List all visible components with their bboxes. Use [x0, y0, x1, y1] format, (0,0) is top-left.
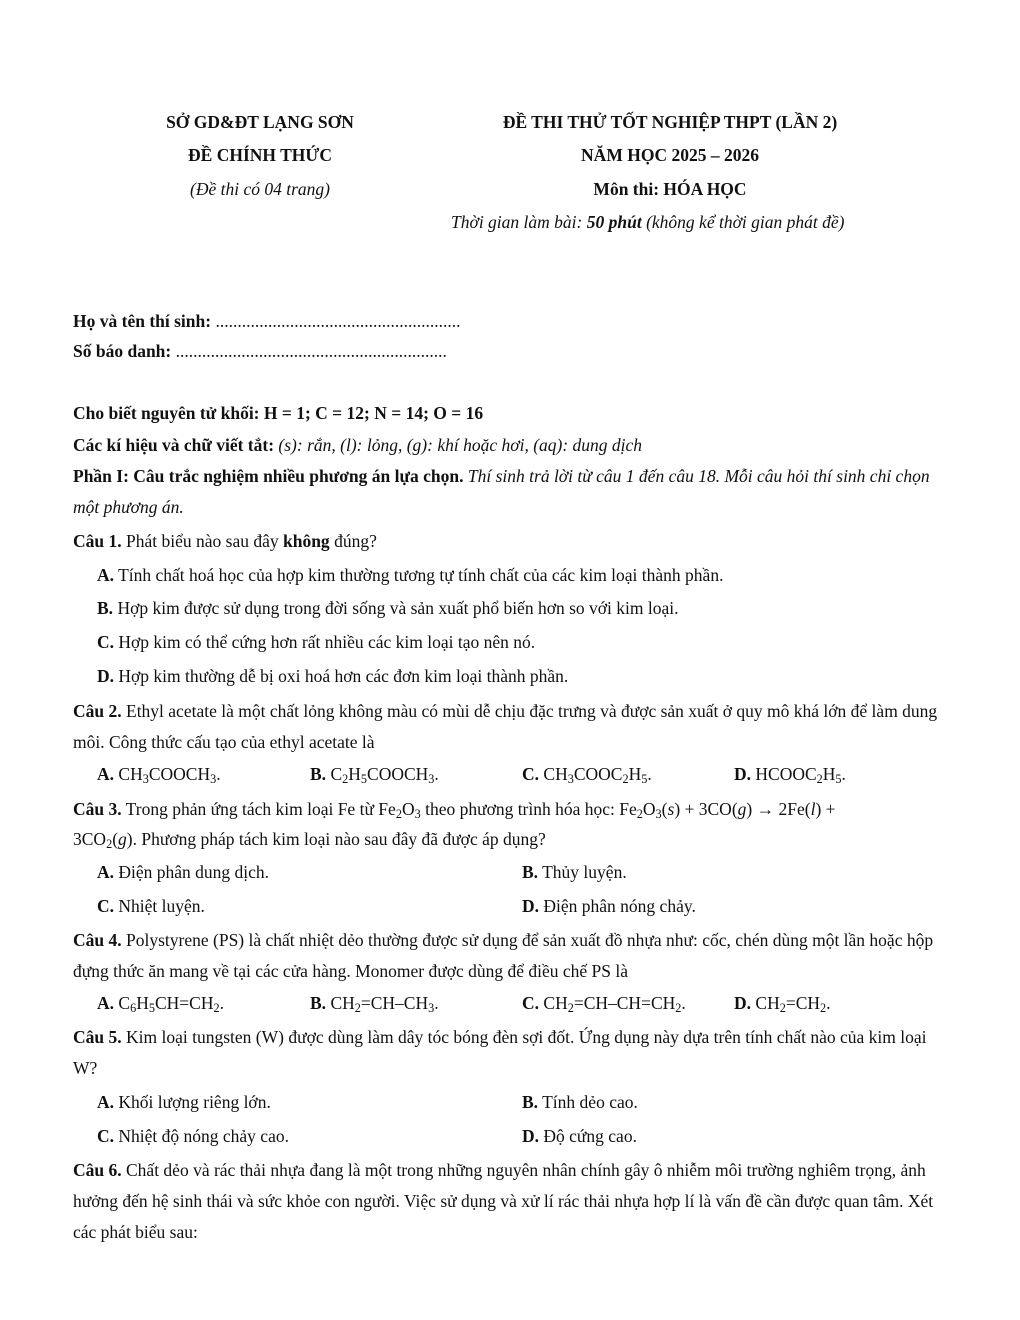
option-text: Thủy luyện.: [538, 862, 627, 882]
option-letter: D.: [522, 1126, 540, 1146]
q2-option-b[interactable]: B. $C_2H_5COOCH_3$.: [310, 764, 439, 787]
option-text: Tính dẻo cao.: [538, 1092, 638, 1112]
time-value: 50 phút: [586, 212, 642, 232]
subject-label: Môn thi:: [593, 179, 664, 199]
option-letter: B.: [522, 862, 539, 882]
question-5-stem: [73, 1022, 951, 1084]
part1-instructions: [73, 461, 951, 523]
option-text: Điện phân dung dịch.: [114, 862, 270, 882]
subject-name: HÓA HỌC: [663, 179, 747, 199]
question-5-label: Câu 5.: [73, 1027, 122, 1047]
time-label: Thời gian làm bài:: [451, 212, 587, 232]
option-letter: A.: [97, 565, 115, 585]
q1-option-d[interactable]: [97, 666, 568, 687]
option-text: Hợp kim có thể cứng hơn rất nhiều các kim loại tạo nên nó.: [114, 632, 536, 652]
option-text: Nhiệt độ nóng chảy cao.: [114, 1126, 289, 1146]
q5-option-b[interactable]: [522, 1092, 638, 1113]
abbr-text: (s): rắn, (l): lỏng, (g): khí hoặc hơi, (aq): dung dịch: [274, 435, 643, 455]
option-letter: D.: [734, 764, 752, 784]
q1-stem-emphasis: không: [282, 531, 330, 551]
atomic-mass-info: Cho biết nguyên tử khối: H = 1; C = 12; N = 14; O = 16: [73, 403, 484, 423]
time-line: [451, 212, 844, 233]
question-1-stem: [73, 531, 377, 552]
question-3-label: Câu 3.: [73, 799, 122, 819]
q3-stem-end: . Phương pháp tách kim loại nào sau đây đã được áp dụng?: [132, 829, 546, 849]
option-text: Độ cứng cao.: [539, 1126, 637, 1146]
school-year: NĂM HỌC 2025 – 2026: [581, 145, 759, 165]
question-2-stem: [73, 696, 951, 758]
candidate-name-field[interactable]: ........................................................: [215, 311, 461, 331]
option-text: Khối lượng riêng lớn.: [114, 1092, 271, 1112]
question-1-label: Câu 1.: [73, 531, 122, 551]
q1-stem-end: đúng?: [329, 531, 377, 551]
question-6-label: Câu 6.: [73, 1160, 122, 1180]
subject-line: [440, 179, 900, 200]
q4-stem-text: Polystyrene (PS) là chất nhiệt dẻo thường được sử dụng để sản xuất đồ nhựa như: cốc, chén dùng một lần hoặc hộp đựng thức ăn mang về tại các cửa hàng. Monomer được dùng để điều chế PS là: [73, 930, 934, 981]
option-letter: B.: [310, 993, 327, 1013]
abbreviation-info: [73, 435, 642, 456]
q1-stem-part: Phát biểu nào sau đây: [121, 531, 283, 551]
official-label: ĐỀ CHÍNH THỨC: [188, 145, 332, 165]
q4-option-c[interactable]: C. $CH_2=CH-CH=CH_2$.: [522, 993, 686, 1016]
question-2-label: Câu 2.: [73, 701, 122, 721]
candidate-id-line: [73, 341, 447, 362]
option-letter: C.: [97, 632, 115, 652]
question-4-label: Câu 4.: [73, 930, 122, 950]
option-text: Hợp kim thường dễ bị oxi hoá hơn các đơn kim loại thành phần.: [114, 666, 569, 686]
q2-option-d[interactable]: D. $HCOOC_2H_5$.: [734, 764, 846, 787]
candidate-name-label: Họ và tên thí sinh:: [73, 311, 212, 331]
q6-stem-text: Chất dẻo và rác thải nhựa đang là một trong những nguyên nhân chính gây ô nhiễm môi trường nghiêm trọng, ảnh hưởng đến hệ sinh thái và sức khỏe con người. Việc sử dụng và xử lí rác thải nhựa hợp lí là vấn đề cần được quan tâm. Xét các phát biểu sau:: [73, 1160, 934, 1242]
option-letter: A.: [97, 1092, 115, 1112]
q1-option-b[interactable]: [97, 598, 678, 619]
q4-option-d[interactable]: D. $CH_2=CH_2$.: [734, 993, 831, 1016]
option-letter: B.: [522, 1092, 539, 1112]
q5-option-a[interactable]: [97, 1092, 271, 1113]
q2-option-a[interactable]: A. $CH_3COOCH_3$.: [97, 764, 221, 787]
abbr-label: Các kí hiệu và chữ viết tắt:: [73, 435, 275, 455]
option-text: Điện phân nóng chảy.: [539, 896, 696, 916]
option-letter: C.: [522, 993, 540, 1013]
q4-option-b[interactable]: B. $CH_2=CH-CH_3$.: [310, 993, 439, 1016]
option-letter: C.: [97, 896, 115, 916]
option-letter: C.: [97, 1126, 115, 1146]
q3-option-b[interactable]: [522, 862, 627, 883]
question-3-stem-line2: $3CO_2(g)$. Phương pháp tách kim loại nào sau đây đã được áp dụng?: [73, 829, 546, 852]
option-letter: A.: [97, 764, 115, 784]
pages-note: (Đề thi có 04 trang): [190, 179, 330, 199]
option-letter: A.: [97, 993, 115, 1013]
question-3-stem-line1: Câu 3. Trong phản ứng tách kim loại Fe từ $Fe_2O_3$ theo phương trình hóa học: $Fe_2O_3(s) + 3CO(g) \to 2Fe(l)$ +: [73, 799, 836, 822]
candidate-name-line: [73, 311, 460, 332]
option-letter: D.: [97, 666, 115, 686]
q1-option-a[interactable]: [97, 565, 723, 586]
option-text: Hợp kim được sử dụng trong đời sống và sản xuất phổ biến hơn so với kim loại.: [113, 598, 679, 618]
option-letter: B.: [97, 598, 114, 618]
q4-option-a[interactable]: A. $C_6H_5CH=CH_2$.: [97, 993, 224, 1016]
option-text: Tính chất hoá học của hợp kim thường tương tự tính chất của các kim loại thành phần.: [114, 565, 724, 585]
q3-option-c[interactable]: [97, 896, 205, 917]
q5-option-d[interactable]: [522, 1126, 637, 1147]
department-name: SỞ GD&ĐT LẠNG SƠN: [166, 112, 354, 132]
option-text: Nhiệt luyện.: [114, 896, 205, 916]
question-6-stem: [73, 1155, 951, 1248]
q5-stem-text: Kim loại tungsten (W) được dùng làm dây tóc bóng đèn sợi đốt. Ứng dụng này dựa trên tính chất nào của kim loại W?: [73, 1027, 927, 1078]
candidate-id-field[interactable]: ..............................................................: [175, 341, 447, 361]
part1-label: Phần I: Câu trắc nghiệm nhiều phương án lựa chọn.: [73, 466, 464, 486]
q5-option-c[interactable]: [97, 1126, 289, 1147]
q2-stem-text: Ethyl acetate là một chất lỏng không màu có mùi dễ chịu đặc trưng và được sản xuất ở quy mô khá lớn để làm dung môi. Công thức cấu tạo của ethyl acetate là: [73, 701, 938, 752]
option-letter: B.: [310, 764, 327, 784]
q3-option-d[interactable]: [522, 896, 696, 917]
option-letter: A.: [97, 862, 115, 882]
candidate-id-label: Số báo danh:: [73, 341, 172, 361]
q3-option-a[interactable]: [97, 862, 269, 883]
option-letter: D.: [522, 896, 540, 916]
part1-text: Thí sinh trả lời từ câu 1 đến câu 18. Mỗi câu hỏi thí sinh chỉ chọn một phương án.: [73, 466, 930, 517]
q2-option-c[interactable]: C. $CH_3COOC_2H_5$.: [522, 764, 652, 787]
question-4-stem: [73, 925, 951, 987]
option-letter: D.: [734, 993, 752, 1013]
time-note: (không kể thời gian phát đề): [641, 212, 845, 232]
option-letter: C.: [522, 764, 540, 784]
exam-title: ĐỀ THI THỬ TỐT NGHIỆP THPT (LẦN 2): [502, 112, 838, 132]
q1-option-c[interactable]: [97, 632, 535, 653]
